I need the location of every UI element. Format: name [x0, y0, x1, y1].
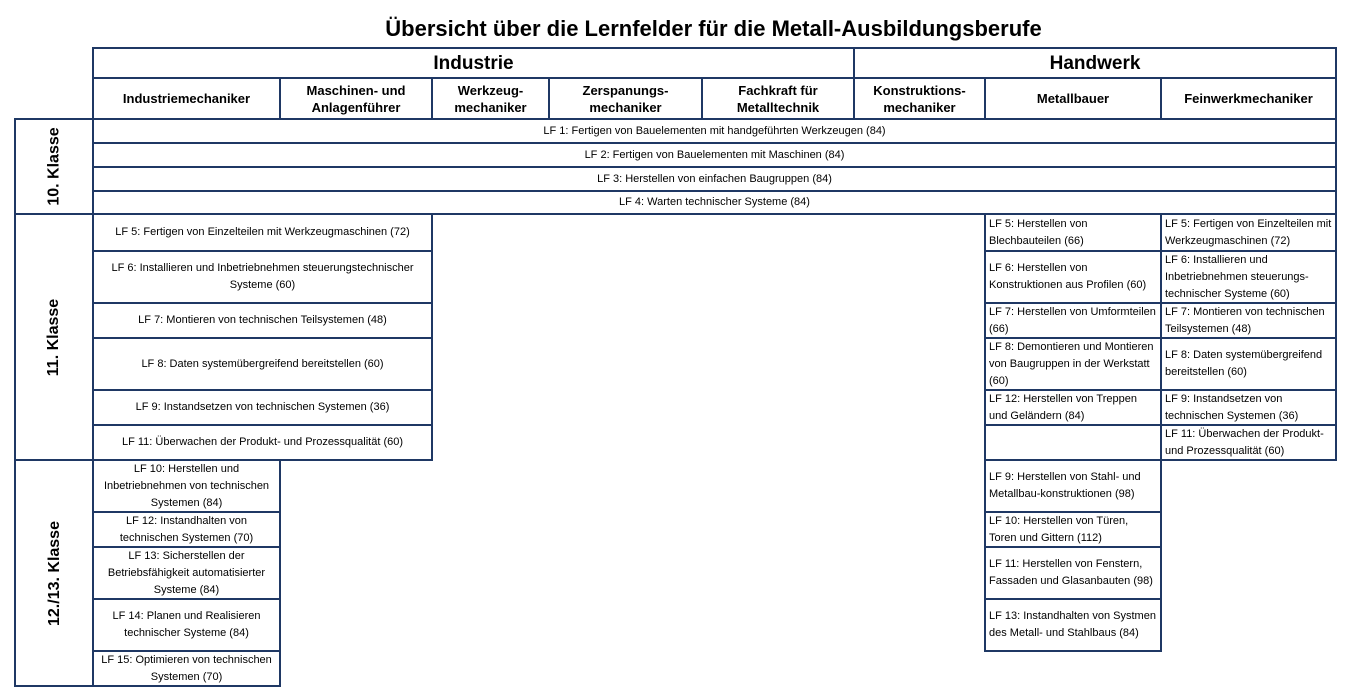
- common-learning-field: LF 1: Fertigen von Bauelementen mit handgeführten Werkzeugen (84): [92, 118, 1337, 144]
- feinwerk-learning-field: LF 9: Instandsetzen von technischen Systemen (36): [1160, 389, 1337, 426]
- metallbauer-learning-field: LF 12: Herstellen von Treppen und Geländern (84): [984, 389, 1162, 426]
- profession-header-zerspanungsmechaniker: Zerspanungs-mechaniker: [548, 77, 703, 120]
- industrie-learning-field: LF 15: Optimieren von technischen Systemen (70): [92, 650, 281, 687]
- industrie-learning-field: LF 10: Herstellen und Inbetriebnehmen von technischen Systemen (84): [92, 459, 281, 513]
- metallbauer-learning-field: LF 5: Herstellen von Blechbauteilen (66): [984, 213, 1162, 252]
- class-label-10: 10. Klasse: [14, 118, 94, 215]
- common-learning-field: LF 2: Fertigen von Bauelementen mit Maschinen (84): [92, 142, 1337, 168]
- profession-header-konstruktionsmechaniker: Konstruktions-mechaniker: [853, 77, 986, 120]
- group-header-industrie: Industrie: [92, 47, 855, 79]
- profession-header-industriemechaniker: Industriemechaniker: [92, 77, 281, 120]
- industrie-learning-field: LF 5: Fertigen von Einzelteilen mit Werkzeugmaschinen (72): [92, 213, 433, 252]
- metallbauer-learning-field: LF 13: Instandhalten von Systmen des Metall- und Stahlbaus (84): [984, 598, 1162, 652]
- page-title: Übersicht über die Lernfelder für die Metall-Ausbildungsberufe: [385, 16, 1042, 41]
- industrie-learning-field: LF 14: Planen und Realisieren technischer Systeme (84): [92, 598, 281, 652]
- metallbauer-learning-field: LF 6: Herstellen von Konstruktionen aus Profilen (60): [984, 250, 1162, 304]
- group-header-handwerk: Handwerk: [853, 47, 1337, 79]
- industrie-learning-field: LF 12: Instandhalten von technischen Systemen (70): [92, 511, 281, 548]
- industrie-learning-field: LF 7: Montieren von technischen Teilsystemen (48): [92, 302, 433, 339]
- metallbauer-learning-field: LF 10: Herstellen von Türen, Toren und Gittern (112): [984, 511, 1162, 548]
- industrie-learning-field: LF 11: Überwachen der Produkt- und Prozessqualität (60): [92, 424, 433, 461]
- feinwerk-learning-field: LF 8: Daten systemübergreifend bereitstellen (60): [1160, 337, 1337, 391]
- feinwerk-learning-field: LF 7: Montieren von technischen Teilsystemen (48): [1160, 302, 1337, 339]
- profession-header-werkzeugmechaniker: Werkzeug-mechaniker: [431, 77, 550, 120]
- feinwerk-learning-field: LF 11: Überwachen der Produkt- und Prozessqualität (60): [1160, 424, 1337, 461]
- industrie-learning-field: LF 8: Daten systemübergreifend bereitstellen (60): [92, 337, 433, 391]
- feinwerk-learning-field: LF 6: Installieren und Inbetriebnehmen steuerungs-technischer Systeme (60): [1160, 250, 1337, 304]
- metallbauer-learning-field: LF 8: Demontieren und Montieren von Baugruppen in der Werkstatt (60): [984, 337, 1162, 391]
- class-label-12-13: 12./13. Klasse: [14, 459, 94, 687]
- common-learning-field: LF 3: Herstellen von einfachen Baugruppen (84): [92, 166, 1337, 192]
- profession-header-fachkraft-metalltechnik: Fachkraft für Metalltechnik: [701, 77, 855, 120]
- profession-header-feinwerkmechaniker: Feinwerkmechaniker: [1160, 77, 1337, 120]
- class-label-11: 11. Klasse: [14, 213, 94, 461]
- industrie-learning-field: LF 13: Sicherstellen der Betriebsfähigkeit automatisierter Systeme (84): [92, 546, 281, 600]
- metallbauer-learning-field: LF 11: Herstellen von Fenstern, Fassaden und Glasanbauten (98): [984, 546, 1162, 600]
- feinwerk-learning-field: LF 5: Fertigen von Einzelteilen mit Werkzeugmaschinen (72): [1160, 213, 1337, 252]
- metallbauer-learning-field: LF 9: Herstellen von Stahl- und Metallbau-konstruktionen (98): [984, 459, 1162, 513]
- metallbauer-empty-cell: [984, 424, 1162, 461]
- common-learning-field: LF 4: Warten technischer Systeme (84): [92, 190, 1337, 215]
- profession-header-maschinen-anlagenfuehrer: Maschinen- und Anlagenführer: [279, 77, 433, 120]
- metallbauer-learning-field: LF 7: Herstellen von Umformteilen (66): [984, 302, 1162, 339]
- industrie-learning-field: LF 9: Instandsetzen von technischen Systemen (36): [92, 389, 433, 426]
- profession-header-metallbauer: Metallbauer: [984, 77, 1162, 120]
- industrie-learning-field: LF 6: Installieren und Inbetriebnehmen steuerungstechnischer Systeme (60): [92, 250, 433, 304]
